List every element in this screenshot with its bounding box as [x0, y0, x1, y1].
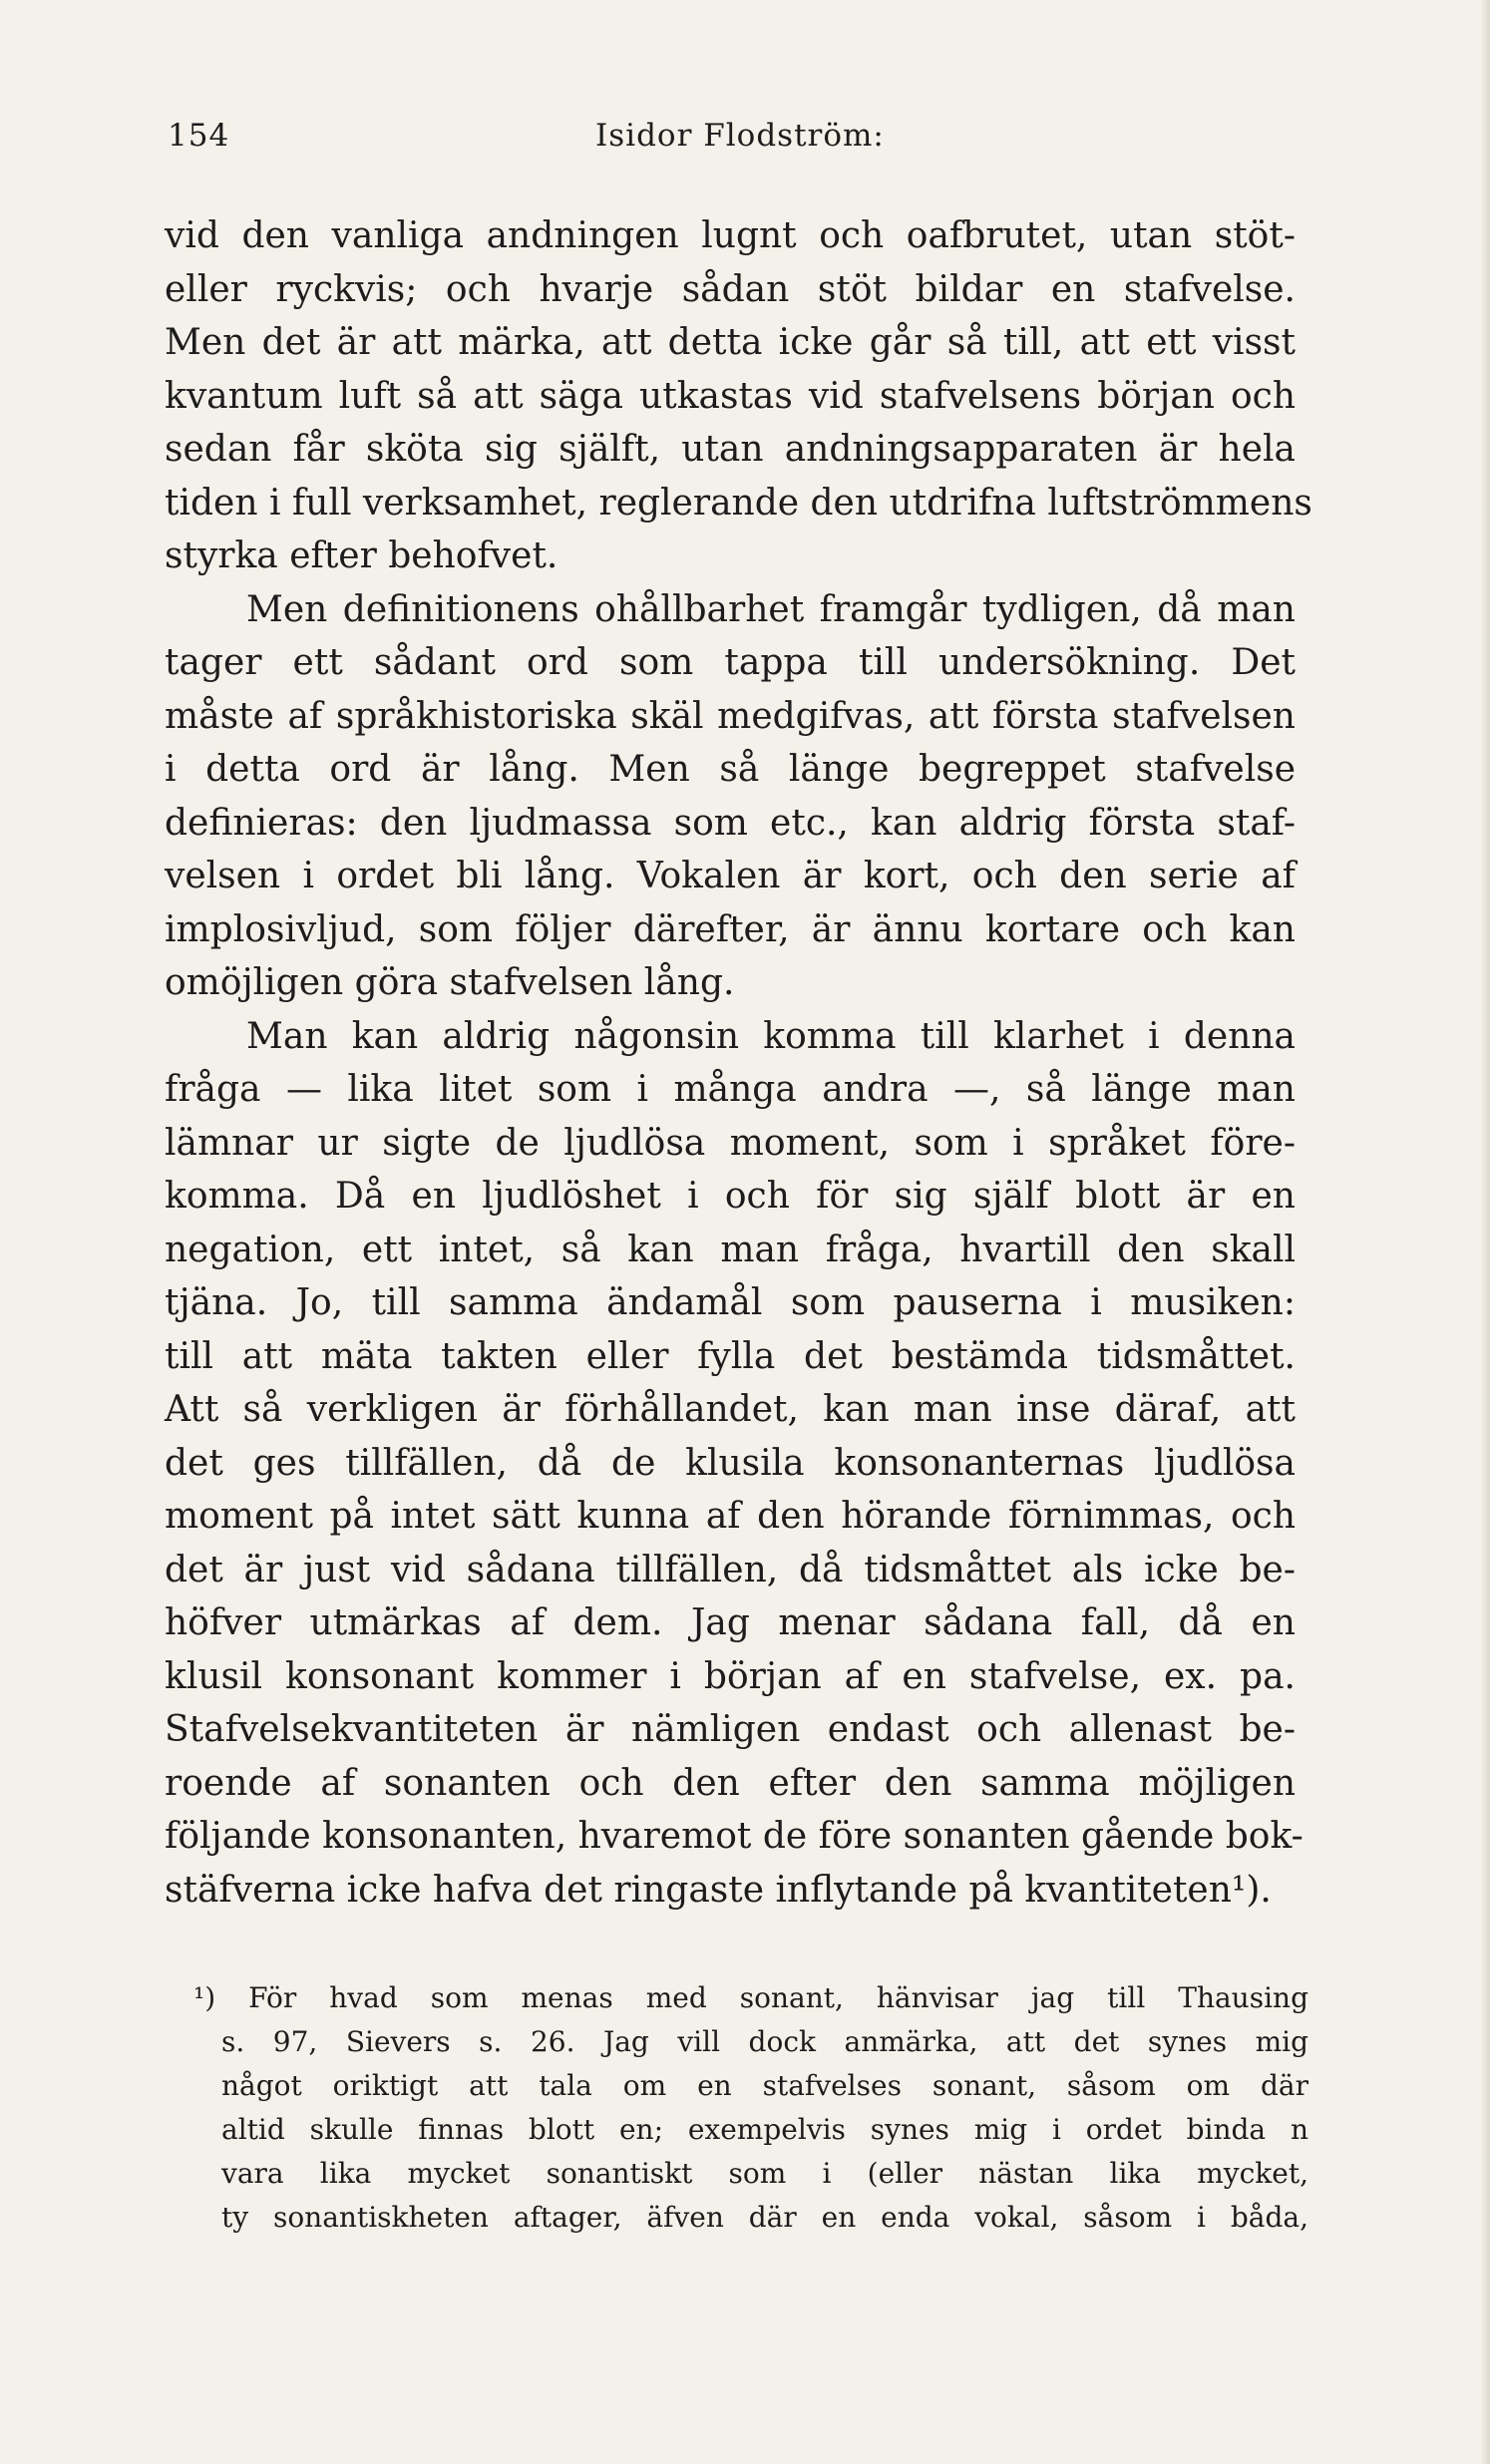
text-line: velsen i ordet bli lång. Vokalen är kort, och den serie af	[165, 856, 1296, 896]
text-line: följande konsonanten, hvaremot de före sonanten gående bok-	[165, 1816, 1304, 1857]
text-line: måste af språkhistoriska skäl medgifvas, att första stafvelsen	[165, 695, 1296, 737]
page-number: 154	[168, 118, 230, 154]
text-line: Men det är att märka, att detta icke går så till, att ett visst	[165, 322, 1296, 363]
text-line: kvantum luft så att säga utkastas vid stafvelsens början och	[165, 375, 1296, 417]
text-line: lämnar ur sigte de ljudlösa moment, som i språket före-	[165, 1122, 1296, 1164]
footnote-line: s. 97, Sievers s. 26. Jag vill dock anmärka, att det synes mig	[221, 2025, 1308, 2058]
text-line: till att mäta takten eller fylla det bestämda tidsmåttet.	[165, 1335, 1296, 1377]
text-line: Man kan aldrig någonsin komma till klarhet i denna	[246, 1015, 1296, 1057]
text-line: klusil konsonant kommer i början af en stafvelse, ex. pa.	[165, 1655, 1296, 1697]
footnote	[193, 1976, 1308, 2240]
text-line: moment på intet sätt kunna af den hörande förnimmas, och	[165, 1496, 1296, 1537]
text-line: stäfverna icke hafva det ringaste inflytande på kvantiteten¹).	[165, 1869, 1272, 1911]
text-line: Att så verkligen är förhållandet, kan man inse däraf, att	[165, 1389, 1296, 1430]
text-line: fråga — lika litet som i många andra —, så länge man	[165, 1069, 1296, 1110]
footnote-line: ty sonantiskheten aftager, äfven där en enda vokal, såsom i båda,	[221, 2201, 1308, 2234]
text-line: det ges tillfällen, då de klusila konsonanternas ljudlösa	[165, 1442, 1296, 1484]
footnote-line: vara lika mycket sonantiskt som i (eller nästan lika mycket,	[221, 2157, 1308, 2190]
footnote-line: ¹) För hvad som menas med sonant, hänvisar jag till Thausing	[193, 1981, 1308, 2014]
text-line: styrka efter behofvet.	[165, 535, 559, 576]
page-edge-shadow	[1480, 0, 1490, 2464]
text-line: tiden i full verksamhet, reglerande den utdrifna luftströmmens	[165, 482, 1312, 524]
text-line: omöjligen göra stafvelsen lång.	[165, 962, 735, 1003]
text-line: tager ett sådant ord som tappa till undersökning. Det	[165, 642, 1296, 683]
text-line: roende af sonanten och den efter den samma möjligen	[165, 1762, 1296, 1804]
text-line: det är just vid sådana tillfällen, då tidsmåttet als icke be-	[165, 1549, 1296, 1590]
text-line: definieras: den ljudmassa som etc., kan aldrig första staf-	[165, 802, 1296, 844]
text-line: eller ryckvis; och hvarje sådan stöt bildar en stafvelse.	[165, 268, 1296, 310]
text-line: i detta ord är lång. Men så länge begreppet stafvelse	[165, 749, 1296, 790]
running-title: Isidor Flodström:	[595, 118, 885, 154]
text-line: komma. Då en ljudlöshet i och för sig själf blott är en	[165, 1176, 1296, 1217]
text-line: implosivljud, som följer därefter, är ännu kortare och kan	[165, 908, 1296, 950]
footnote-line: något oriktigt att tala om en stafvelses sonant, såsom om där	[221, 2069, 1308, 2102]
text-line: Men definitionens ohållbarhet framgår tydligen, då man	[246, 588, 1296, 630]
text-line: höfver utmärkas af dem. Jag menar sådana fall, då en	[165, 1602, 1296, 1643]
text-line: Stafvelsekvantiteten är nämligen endast och allenast be-	[165, 1709, 1296, 1750]
text-line: vid den vanliga andningen lugnt och oafbrutet, utan stöt-	[165, 215, 1296, 256]
text-line: tjäna. Jo, till samma ändamål som pauserna i musiken:	[165, 1282, 1296, 1323]
body-text	[165, 209, 1312, 1917]
text-line: negation, ett intet, så kan man fråga, hvartill den skall	[165, 1229, 1296, 1270]
footnote-line: altid skulle finnas blott en; exempelvis synes mig i ordet binda n	[221, 2113, 1308, 2146]
text-line: sedan får sköta sig själft, utan andningsapparaten är hela	[165, 429, 1296, 470]
